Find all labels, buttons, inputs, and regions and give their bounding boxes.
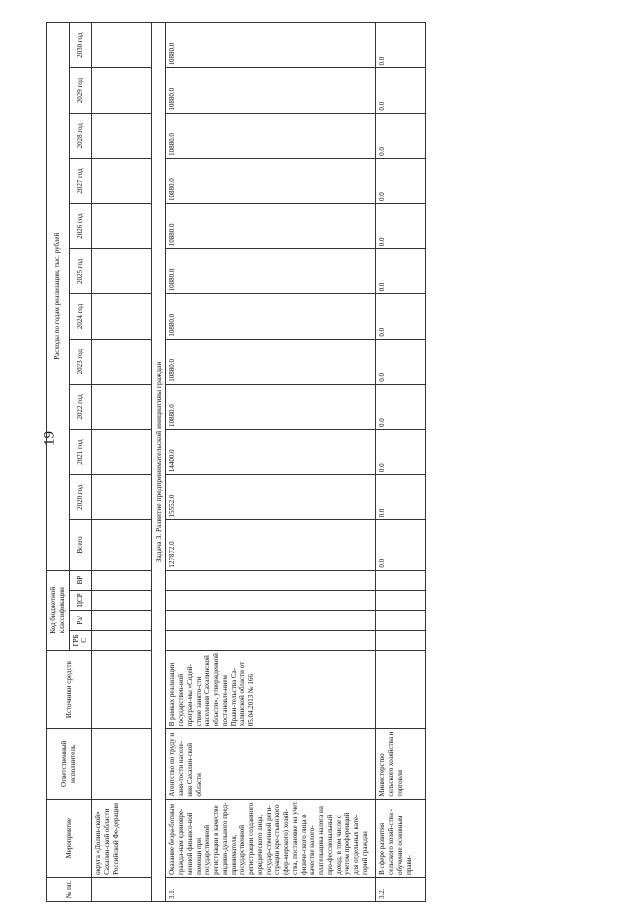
cell-year-value: 10880.0 bbox=[166, 384, 376, 429]
cell-responsible: Министерство сельского хозяйства и торговли bbox=[376, 729, 426, 799]
header-kbk-grbs: ГРБС bbox=[69, 630, 92, 650]
budget-table bbox=[46, 22, 426, 902]
task-row bbox=[152, 23, 166, 902]
cell-year-value: 0.0 bbox=[376, 113, 426, 158]
cell-year-value: 0.0 bbox=[376, 23, 426, 68]
cell-year-value: 14400.0 bbox=[166, 429, 376, 474]
page-number: 19 bbox=[41, 431, 58, 446]
header-row-1 bbox=[47, 23, 70, 902]
header-year: 2027 год bbox=[69, 158, 92, 203]
cell-year-value: 0.0 bbox=[376, 294, 426, 339]
cell-year-value: 10880.0 bbox=[166, 294, 376, 339]
cell-year-value: 10880.0 bbox=[166, 23, 376, 68]
header-source: Источники средств bbox=[47, 650, 92, 728]
cell-responsible: Агентство по труду и заня-тости населе-ния Сахалин-ской области bbox=[166, 729, 376, 799]
cell-total: 127872.0 bbox=[166, 520, 376, 570]
cell-year-value: 10880.0 bbox=[166, 158, 376, 203]
cell-year-value: 0.0 bbox=[376, 339, 426, 384]
cell-no: 3.1. bbox=[166, 877, 376, 901]
header-year: 2020 год bbox=[69, 475, 92, 520]
header-expenses: Расходы по годам реализации, тыс. рублей bbox=[47, 23, 70, 571]
cell-year-value: 10880.0 bbox=[166, 339, 376, 384]
cell-no bbox=[92, 877, 152, 901]
table-row bbox=[92, 23, 152, 902]
header-kbk-csr: ЦСР bbox=[69, 590, 92, 610]
cell-year-value: 10880.0 bbox=[166, 113, 376, 158]
header-year: 2030 год bbox=[69, 23, 92, 68]
header-total: Всего bbox=[69, 520, 92, 570]
header-responsible: Ответственный исполнитель bbox=[47, 729, 92, 799]
task-title: Задача 3. Развитие предпринимательской инициативы граждан bbox=[152, 23, 166, 902]
table-row bbox=[376, 23, 426, 902]
header-year: 2023 год bbox=[69, 339, 92, 384]
cell-year-value: 10880.0 bbox=[166, 249, 376, 294]
cell-year-value: 0.0 bbox=[376, 249, 426, 294]
cell-year-value: 0.0 bbox=[376, 204, 426, 249]
header-kbk: Код бюджетной классификации bbox=[47, 570, 70, 650]
cell-year-value: 15552.0 bbox=[166, 475, 376, 520]
header-year: 2021 год bbox=[69, 429, 92, 474]
rotated-sheet bbox=[46, 22, 586, 902]
cell-year-value: 10880.0 bbox=[166, 204, 376, 249]
header-kbk-rz: Рз/ bbox=[69, 610, 92, 630]
header-kbk-vr: ВР bbox=[69, 570, 92, 590]
cell-year-value: 0.0 bbox=[376, 384, 426, 429]
cell-event: округа «Долин-ской» Сахалин-ской области Российской Фе-дерации bbox=[92, 799, 152, 877]
cell-year-value: 0.0 bbox=[376, 68, 426, 113]
header-year: 2029 год bbox=[69, 68, 92, 113]
cell-year-value: 10880.0 bbox=[166, 68, 376, 113]
cell-year-value: 0.0 bbox=[376, 475, 426, 520]
header-year: 2026 год bbox=[69, 204, 92, 249]
cell-no: 3.2. bbox=[376, 877, 426, 901]
cell-total: 0.0 bbox=[376, 520, 426, 570]
cell-source: В рамках реализации государствен-ной програм-мы «Содей-ствие занято-сти населения Сахалинской области», утвержденной постановле-нием Прави-тельства Са-халинской области от 05.04.2013 № 166 bbox=[166, 650, 376, 728]
cell-event: В сфере развития сельского хозяй-ства - обучение основным прави- bbox=[376, 799, 426, 877]
header-year: 2022 год bbox=[69, 384, 92, 429]
cell-year-value: 0.0 bbox=[376, 158, 426, 203]
header-year: 2025 год bbox=[69, 249, 92, 294]
header-year: 2024 год bbox=[69, 294, 92, 339]
cell-year-value: 0.0 bbox=[376, 429, 426, 474]
header-year: 2028 год bbox=[69, 113, 92, 158]
cell-event: Оказание безра-ботным гражда-нам единовре-менной финансо-вой помощи при государственной регистрации в качестве индиви-дуального пред-принимателя, государственной регистрации созданного юридического лица, государ-ственной реги-страции кре-стьянского (фер-мерского) хозяй-ства, постановке на учет физиче-ского лица в качестве налого-плательщика налога на про-фессиональный доход, в том числе с учетом преференций для отдельных кате-горий граждан bbox=[166, 799, 376, 877]
header-no: № пп. bbox=[47, 877, 92, 901]
table-row bbox=[166, 23, 376, 902]
header-event: Мероприятие bbox=[47, 799, 92, 877]
